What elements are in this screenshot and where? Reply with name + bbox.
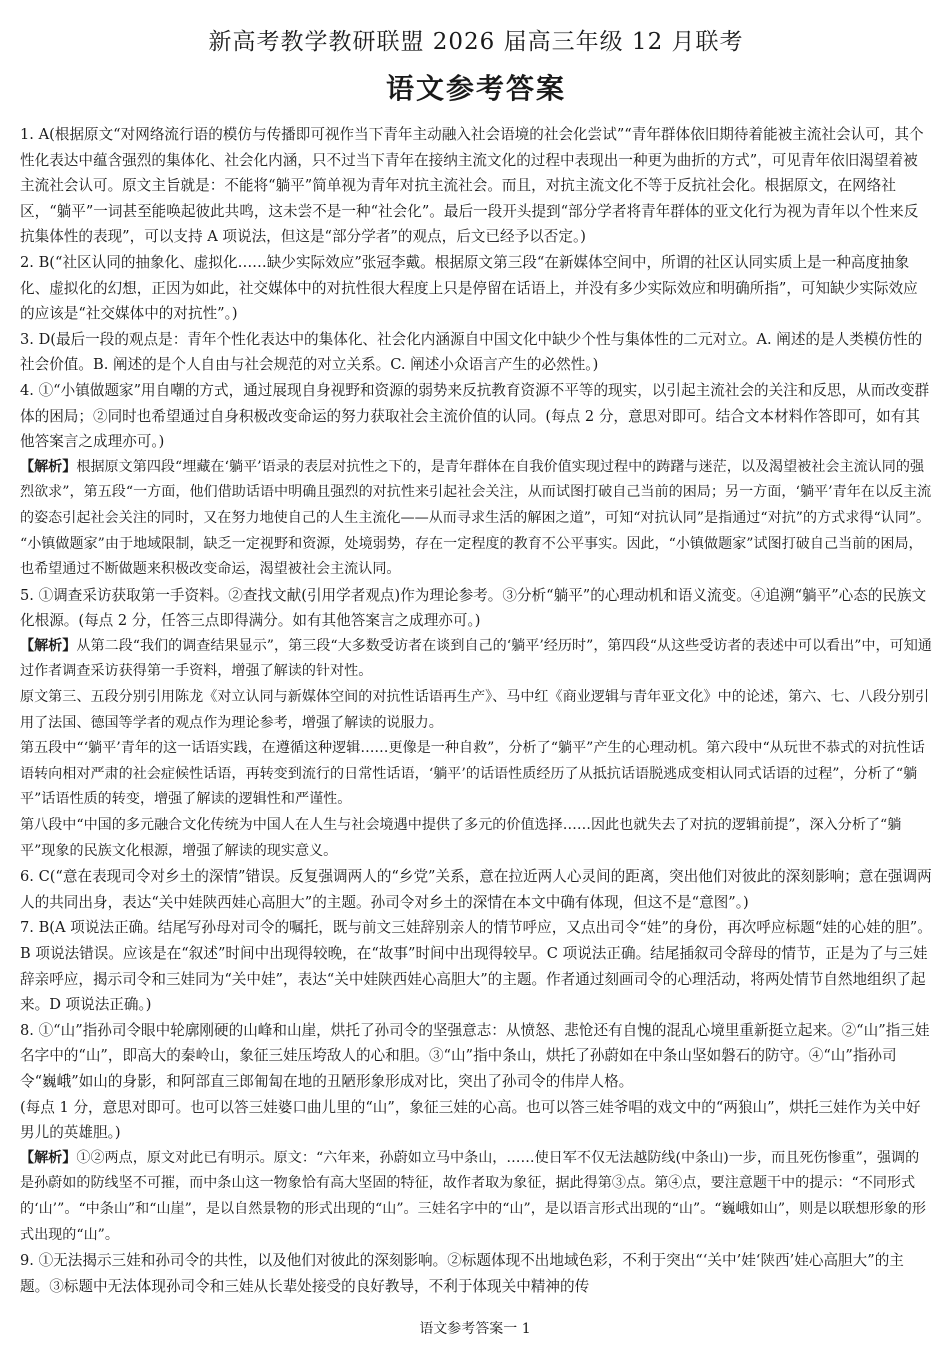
analysis-tag: 【解析】 (20, 458, 77, 475)
subject-title: 语文参考答案 (385, 72, 566, 105)
analysis-q4 (20, 455, 932, 532)
analysis-text: 从第二段“我们的调查结果显示”，第三段“大多数受访者在谈到自己的‘躺平’经历时”，第四段“从这些受访者的表述中可以看出”中，可知通过作者调查采访获得第一手资料，增强了解读的针对性。 (20, 637, 932, 680)
answers-body (20, 122, 932, 1299)
analysis-q8 (20, 1146, 932, 1248)
analysis-text: 根据原文第四段“埋藏在‘躺平’语录的表层对抗性之下的，是青年群体在自我价值实现过程中的踌躇与迷茫，以及渴望被社会主流认同的强烈欲求”，第五段“一方面，他们借助话语中明确且强烈的对抗性来引起社会关注，从而试图打破自己当前的困局；另一方面，‘躺平’青年在以反主流的姿态引起社会关注的同时，又在努力地使自己的人生主流化——从而寻求生活的解困之道”，可知“对抗认同”是指通过“对抗”的方式求得“认同”。 (20, 458, 932, 526)
answer-q8: 8. ①“山”指孙司令眼中轮廓刚硬的山峰和山崖，烘托了孙司令的坚强意志：从愤怒、悲怆还有自愧的混乱心境里重新挺立起来。②“山”指三娃名字中的“山”，即高大的秦岭山，象征三娃压垮敌人的心和胆。③“山”指中条山，烘托了孙蔚如在中条山坚如磐石的防守。④“山”指孙司令“巍峨”如山的身影，和阿部直三郎匍匐在地的丑陋形象形成对比，突出了孙司令的伟岸人格。 (20, 1021, 930, 1090)
analysis-q4-paragraph: “小镇做题家”由于地域限制，缺乏一定视野和资源，处境弱势，存在一定程度的教育不公平事实。因此，“小镇做题家”试图打破自己当前的困局，也希望通过不断做题来积极改变命运，渴望被社会主流认同。 (20, 535, 923, 578)
answer-q2: 2. B(“社区认同的抽象化、虚拟化……缺少实际效应”张冠李戴。根据原文第三段“在新媒体空间中，所谓的社区认同实质上是一种高度抽象化、虚拟化的幻想，正因为如此，社交媒体中的对抗性很大程度上只是停留在话语上，并没有多少实际效应和明确所指”，可知缺少实际效应的应该是“社交媒体中的对抗性”。) (20, 253, 918, 323)
analysis-tag: 【解析】 (20, 1149, 77, 1166)
answer-q1: 1. A(根据原文“对网络流行语的模仿与传播即可视作当下青年主动融入社会语境的社会化尝试”“青年群体依旧期待着能被主流社会认可，其个性化表达中蕴含强烈的集体化、社会化内涵，只不过当下青年在接纳主流文化的过程中表现出一种更为曲折的方式”，可见青年依旧渴望着被主流社会认可。原文主旨就是：不能将“躺平”简单视为青年对抗主流社会。而且，对抗主流文化不等于反抗社会化。根据原文，在网络社区，“躺平”一词甚至能唤起彼此共鸣，这未尝不是一种“社会化”。最后一段开头提到“部分学者将青年群体的亚文化行为视为青年以个性来反抗集体性的表现”，可以支持 A 项说法，但这是“部分学者”的观点，后文已经予以否定。) (20, 126, 924, 246)
analysis-text: ①②两点，原文对此已有明示。原文：“六年来，孙蔚如立马中条山，……使日军不仅无法越防线(中条山)一步，而且死伤惨重”，强调的是孙蔚如的防线坚不可摧，而中条山这一物象恰有高大坚固的特征，故作者取为象征，据此得第③点。第④点，要注意题干中的提示：“不同形式的‘山’”。“中条山”和“山崖”，是以自然景物的形式出现的“山”。三娃名字中的“山”，是以语言形式出现的“山”。“巍峨如山”，则是以联想形象的形式出现的“山”。 (20, 1149, 926, 1243)
answer-q6: 6. C(“意在表现司令对乡土的深情”错误。反复强调两人的“乡党”关系，意在拉近两人心灵间的距离，突出他们对彼此的深刻影响；意在强调两人的共同出身，表达“关中娃陕西娃心高胆大”的主题。孙司令对乡土的深情在本文中确有体现，但这不是“意图”。) (20, 868, 932, 911)
answer-q5: 5. ①调查采访获取第一手资料。②查找文献(引用学者观点)作为理论参考。③分析“躺平”的心理动机和语义流变。④追溯“躺平”心态的民族文化根源。(每点 2 分，任答三点即得满分。如有其他答案言之成理亦可。) (20, 586, 927, 630)
answer-q3: 3. D(最后一段的观点是：青年个性化表达中的集体化、社会化内涵源自中国文化中缺少个性与集体性的二元对立。A. 阐述的是人类模仿性的社会价值。B. 阐述的是个人自由与社会规范的对立关系。C. 阐述小众语言产生的必然性。) (20, 330, 923, 374)
answer-q9: 9. ①无法揭示三娃和孙司令的共性，以及他们对彼此的深刻影响。②标题体现不出地域色彩，不利于突出“‘关中’娃‘陕西’娃心高胆大”的主题。③标题中无法体现孙司令和三娃从长辈处接受的良好教导，不利于体现关中精神的传 (20, 1252, 904, 1295)
answer-q7: 7. B(A 项说法正确。结尾写孙母对司令的嘱托，既与前文三娃辞别亲人的情节呼应，又点出司令“娃”的身份，再次呼应标题“娃的心娃的胆”。B 项说法错误。应该是在“叙述”时间中出现得较晚，在“故事”时间中出现得较早。C 项说法正确。结尾插叙司令辞母的情节，正是为了与三娃辞亲呼应，揭示司令和三娃同为“关中娃”，表达“关中娃陕西娃心高胆大”的主题。作者通过刻画司令的心理活动，将两处情节自然地组织了起来。D 项说法正确。) (20, 919, 932, 1014)
exam-header: 新高考教学教研联盟 2026 届高三年级 12 月联考 (208, 29, 744, 55)
analysis-q5-paragraph: 第八段中“中国的多元融合文化传统为中国人在人生与社会境遇中提供了多元的价值选择……因此也就失去了对抗的逻辑前提”，深入分析了“躺平”现象的民族文化根源，增强了解读的现实意义。 (20, 817, 902, 859)
answer-q8-note: (每点 1 分，意思对即可。也可以答三娃婆口曲儿里的“山”，象征三娃的心高。也可以答三娃爷唱的戏文中的“两狼山”，烘托三娃作为关中好男儿的英雄胆。) (20, 1098, 921, 1142)
page-footer: 语文参考答案一 1 (419, 1321, 531, 1337)
answer-q4: 4. ①“小镇做题家”用自嘲的方式，通过展现自身视野和资源的弱势来反抗教育资源不平等的现实，以引起主流社会的关注和反思，从而改变群体的困局；②同时也希望通过自身积极改变命运的努力获取社会主流价值的认同。(每点 2 分，意思对即可。结合文本材料作答即可，如有其他答案言之成理亦可。) (20, 381, 930, 451)
analysis-q5-paragraph: 原文第三、五段分别引用陈龙《对立认同与新媒体空间的对抗性话语再生产》、马中红《商业逻辑与青年亚文化》中的论述，第六、七、八段分别引用了法国、德国等学者的观点作为理论参考，增强了解读的说服力。 (20, 689, 930, 731)
analysis-q5 (20, 634, 932, 685)
analysis-tag: 【解析】 (20, 637, 77, 654)
analysis-q5-paragraph: 第五段中“‘躺平’青年的这一话语实践，在遵循这种逻辑……更像是一种自救”，分析了“躺平”产生的心理动机。第六段中“从玩世不恭式的对抗性话语转向相对严肃的社会症候性话语，再转变到流行的日常性话语，‘躺平’的话语性质经历了从抵抗话语脱逃成变相认同式话语的过程”，分析了“躺平”话语性质的转变，增强了解读的逻辑性和严谨性。 (20, 740, 925, 808)
